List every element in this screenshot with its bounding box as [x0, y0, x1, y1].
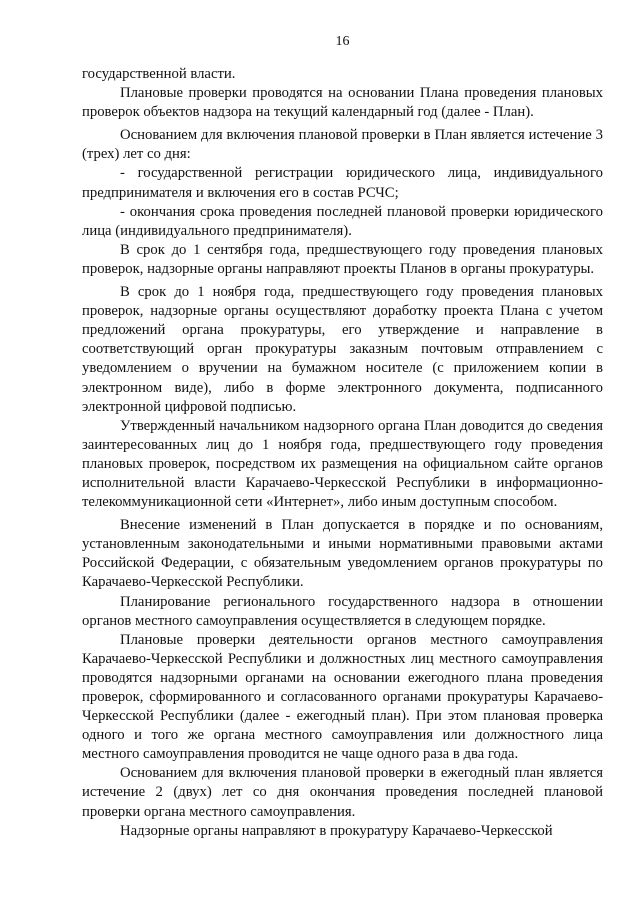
paragraph: Планирование регионального государственного надзора в отношении органов местного самоуправления осуществляется в следующем порядке. — [82, 593, 603, 629]
paragraph: Основанием для включения плановой проверки в ежегодный план является истечение 2 (двух) лет со дня окончания проведения последней плановой проверки органа местного самоуправления. — [82, 765, 603, 820]
paragraph: Надзорные органы направляют в прокуратуру Карачаево-Черкесской — [120, 822, 553, 839]
page-number: 16 — [335, 34, 350, 49]
paragraph: В срок до 1 ноября года, предшествующего году проведения плановых проверок, надзорные органы осуществляют доработку проекта Плана с учетом предложений органа прокуратуры, его утверждение и направление в соответствующий орган прокуратуры заказным почтовым отправлением с уведомлением о вручении на бумажном носителе (с приложением копии в электронном виде), либо в форме электронного документа, подписанного электронной цифровой подписью. — [82, 284, 603, 415]
list-item: - окончания срока проведения последней плановой проверки юридического лица (индивидуального предпринимателя). — [82, 203, 603, 239]
body-text — [82, 65, 603, 841]
paragraph: Плановые проверки проводятся на основании Плана проведения плановых проверок объектов надзора на текущий календарный год (далее - План). — [82, 85, 603, 121]
paragraph: Плановые проверки деятельности органов местного самоуправления Карачаево-Черкесской Республики и должностных лиц местного самоуправления проводятся надзорными органами на основании ежегодного плана проведения проверок, сформированного и согласованного органами прокуратуры Карачаево-Черкесской Республики (далее - ежегодный план). При этом плановая проверка одного и того же органа местного самоуправления или должностного лица местного самоуправления проводится не чаще одного раза в два года. — [82, 631, 603, 763]
paragraph: Внесение изменений в План допускается в порядке и по основаниям, установленным законодательными и иными нормативными правовыми актами Российской Федерации, с обязательным уведомлением органов прокуратуры по Карачаево-Черкесской Республики. — [82, 517, 603, 591]
paragraph: государственной власти. — [82, 66, 236, 82]
list-item: - государственной регистрации юридического лица, индивидуального предпринимателя и включения его в состав РСЧС; — [82, 165, 603, 201]
paragraph: В срок до 1 сентября года, предшествующего году проведения плановых проверок, надзорные органы направляют проекты Планов в органы прокуратуры. — [82, 241, 603, 277]
paragraph: Основанием для включения плановой проверки в План является истечение 3 (трех) лет со дня: — [82, 127, 603, 163]
paragraph: Утвержденный начальником надзорного органа План доводится до сведения заинтересованных лиц до 1 ноября года, предшествующего году проведения плановых проверок, посредством их размещения на официальном сайте органов исполнительной власти Карачаево-Черкесской Республики в информационно-телекоммуникационной сети «Интернет», либо иным доступным способом. — [82, 417, 603, 511]
